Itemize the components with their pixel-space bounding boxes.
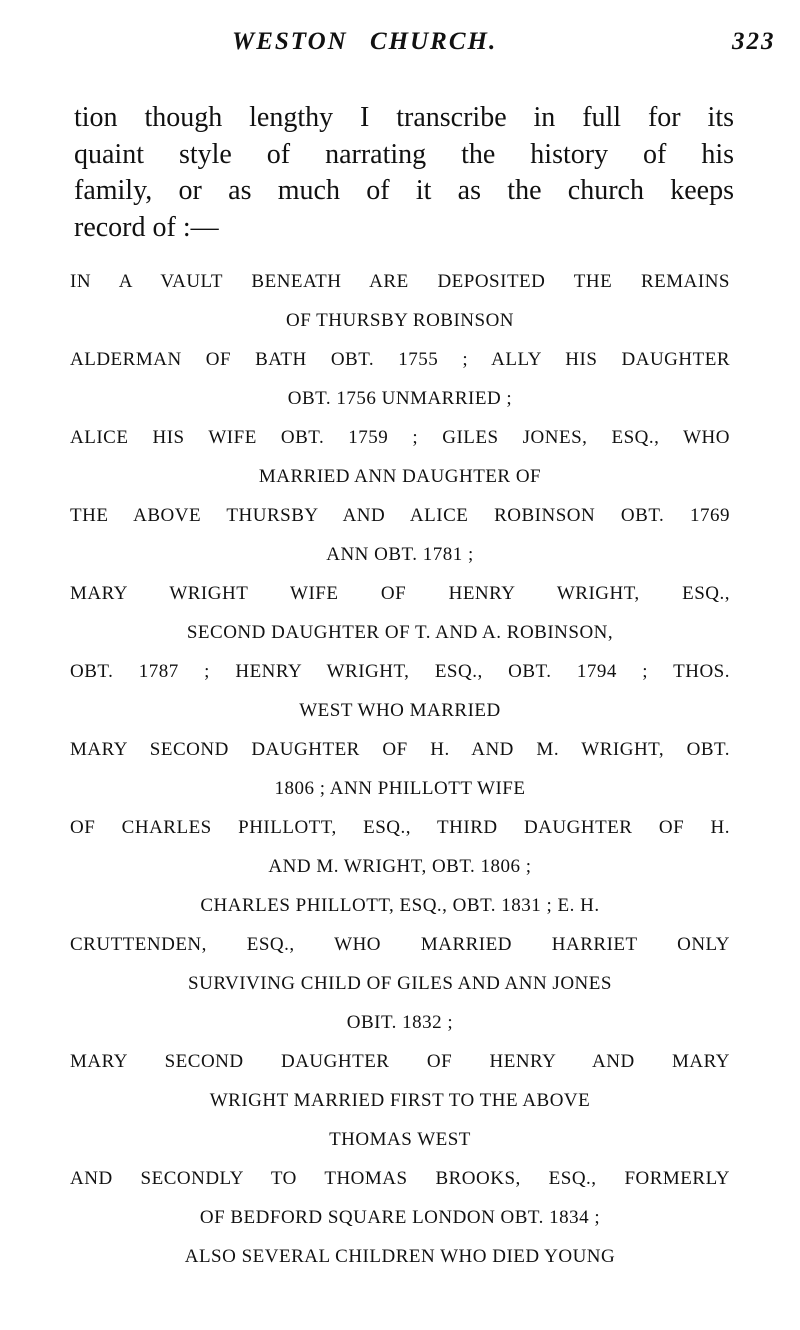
inscription-line: SURVIVING CHILD OF GILES AND ANN JONES [188, 973, 612, 994]
inscription-line: MARRIED ANN DAUGHTER OF [258, 466, 542, 487]
paragraph-line: record of :— [74, 211, 219, 243]
inscription-line: ANN OBT. 1781 ; [326, 544, 474, 565]
inscription-line: OF THURSBY ROBINSON [285, 310, 515, 331]
inscription-line: OF CHARLES PHILLOTT, ESQ., THIRD DAUGHTER OF H. [70, 817, 730, 838]
inscription-line: 1806 ; ANN PHILLOTT WIFE [274, 778, 526, 799]
inscription-line: MARY SECOND DAUGHTER OF H. AND M. WRIGHT, OBT. [70, 739, 730, 760]
paragraph-line: quaint style of narrating the history of his [74, 138, 734, 170]
page-number: 323 [732, 28, 776, 55]
inscription-line: CHARLES PHILLOTT, ESQ., OBT. 1831 ; E. H. [200, 895, 600, 916]
inscription-line: CRUTTENDEN, ESQ., WHO MARRIED HARRIET ONLY [70, 934, 730, 955]
paragraph-line: tion though lengthy I transcribe in full for its [74, 102, 734, 133]
inscription-line: OBIT. 1832 ; [346, 1012, 454, 1033]
inscription-line: AND SECONDLY TO THOMAS BROOKS, ESQ., FORMERLY [70, 1168, 730, 1189]
paragraph-line: family, or as much of it as the church keeps [74, 175, 734, 206]
inscription-line: THE ABOVE THURSBY AND ALICE ROBINSON OBT. 1769 [70, 505, 730, 526]
inscription-line: ALSO SEVERAL CHILDREN WHO DIED YOUNG [184, 1246, 616, 1267]
inscription-line: AND M. WRIGHT, OBT. 1806 ; [268, 856, 532, 877]
inscription-line: OBT. 1787 ; HENRY WRIGHT, ESQ., OBT. 1794 ; THOS. [70, 661, 730, 682]
inscription-line: OF BEDFORD SQUARE LONDON OBT. 1834 ; [199, 1207, 601, 1228]
inscription-line: SECOND DAUGHTER OF T. AND A. ROBINSON, [186, 622, 614, 643]
inscription-line: WRIGHT MARRIED FIRST TO THE ABOVE [209, 1090, 591, 1111]
inscription-line: IN A VAULT BENEATH ARE DEPOSITED THE REMAINS [70, 271, 730, 292]
inscription-line: MARY WRIGHT WIFE OF HENRY WRIGHT, ESQ., [70, 583, 730, 604]
running-title: WESTON CHURCH. [232, 28, 498, 55]
inscription-line: WEST WHO MARRIED [299, 700, 501, 721]
inscription-line: THOMAS WEST [329, 1129, 471, 1150]
inscription-line: MARY SECOND DAUGHTER OF HENRY AND MARY [70, 1051, 730, 1072]
inscription-line: ALICE HIS WIFE OBT. 1759 ; GILES JONES, ESQ., WHO [70, 427, 730, 448]
inscription-line: OBT. 1756 UNMARRIED ; [287, 388, 513, 409]
inscription-line: ALDERMAN OF BATH OBT. 1755 ; ALLY HIS DAUGHTER [70, 349, 730, 370]
